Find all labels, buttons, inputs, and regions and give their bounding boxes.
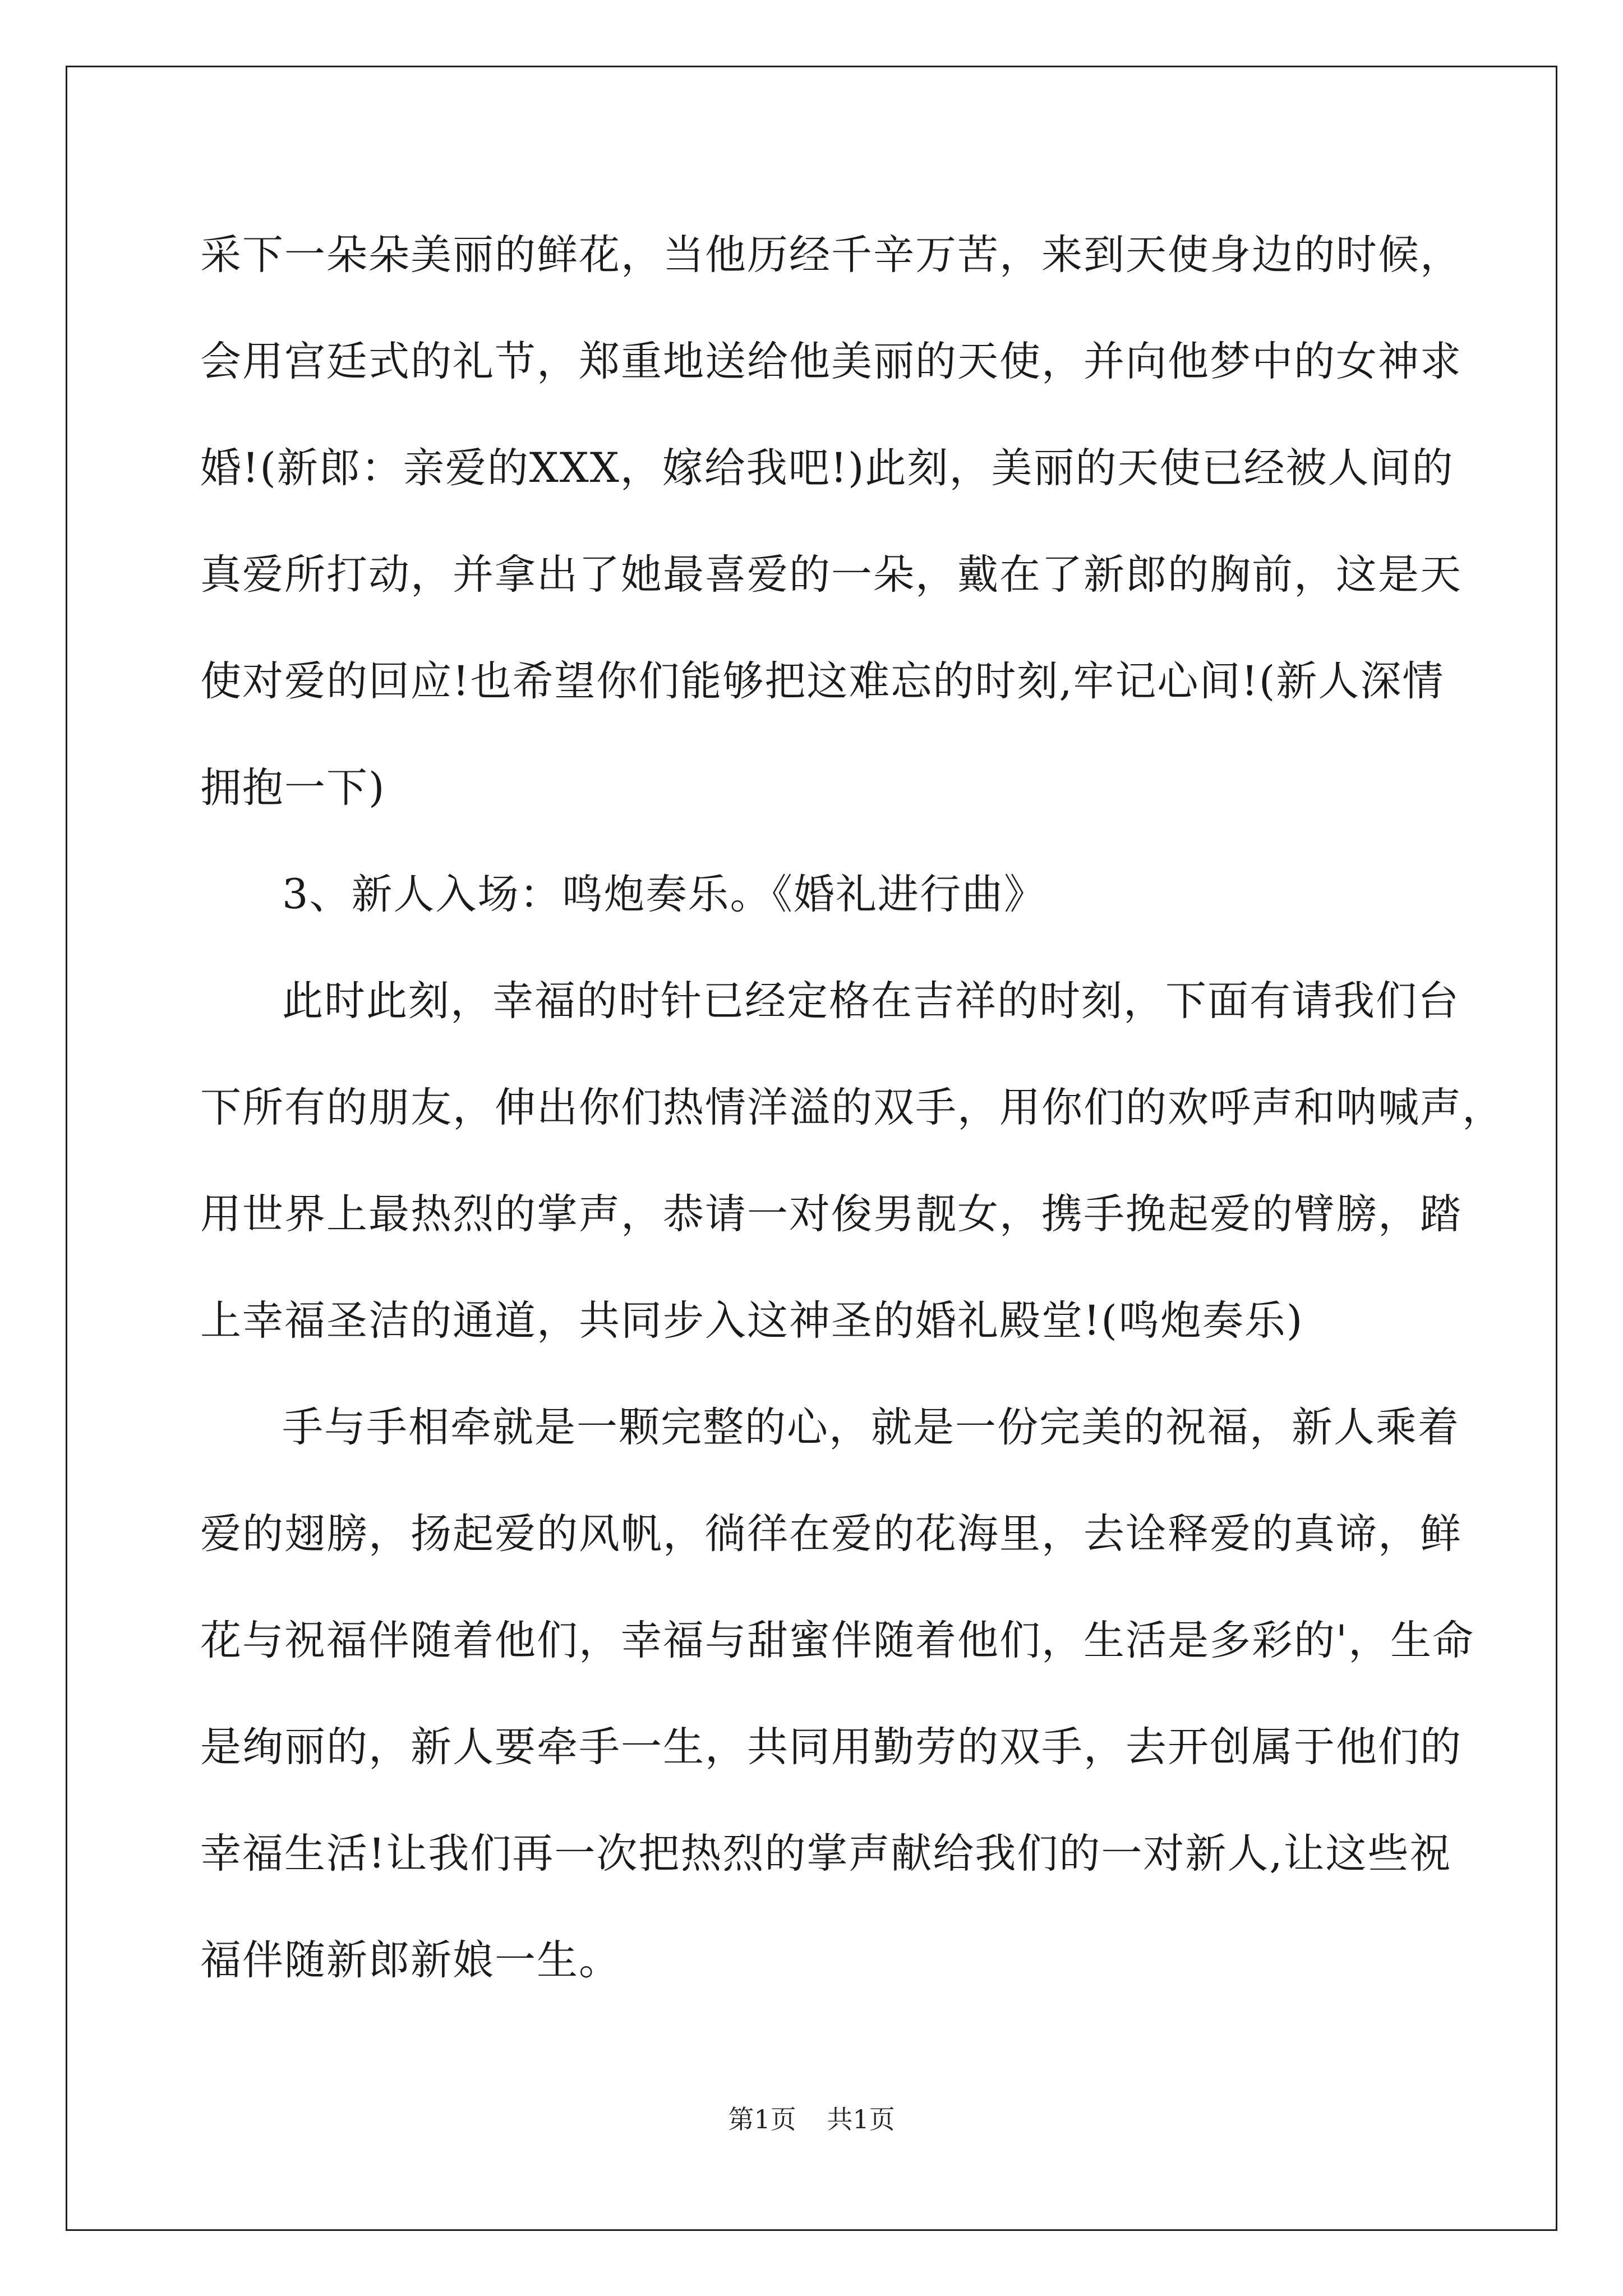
text-line: 花与祝福伴随着他们，幸福与甜蜜伴随着他们，生活是多彩的'，生命 <box>200 1617 1475 1664</box>
text-line: 婚!(新郎：亲爱的XXX，嫁给我吧!)此刻，美丽的天使已经被人间的 <box>200 444 1454 492</box>
page-total: 共1页 <box>827 2104 895 2134</box>
page-number: 第1页 <box>728 2104 796 2134</box>
text-line: 手与手相牵就是一颗完整的心，就是一份完美的祝福，新人乘着 <box>282 1404 1460 1451</box>
section-heading <box>200 841 1434 948</box>
text-line: 用世界上最热烈的掌声，恭请一对俊男靓女，携手挽起爱的臂膀，踏 <box>200 1190 1462 1238</box>
text-line: 上幸福圣洁的通道，共同步入这神圣的婚礼殿堂!(鸣炮奏乐) <box>200 1297 1304 1345</box>
text-line: 福伴随新郎新娘一生。 <box>200 1936 621 1984</box>
page-footer <box>0 2102 1623 2136</box>
text-line: 爱的翅膀，扬起爱的风帆，徜徉在爱的花海里，去诠释爱的真谛，鲜 <box>200 1510 1462 1558</box>
paragraph-4 <box>200 1374 1475 2014</box>
text-line: 真爱所打动，并拿出了她最喜爱的一朵，戴在了新郎的胸前，这是天 <box>200 551 1462 599</box>
text-line: 使对爱的回应!也希望你们能够把这难忘的时刻,牢记心间!(新人深情 <box>200 657 1445 705</box>
paragraph-3 <box>200 948 1504 1374</box>
text-line: 采下一朵朵美丽的鲜花，当他历经千辛万苦，来到天使身边的时候， <box>200 231 1462 279</box>
text-line: 会用宫廷式的礼节，郑重地送给他美丽的天使，并向他梦中的女神求 <box>200 338 1462 385</box>
text-line: 幸福生活!让我们再一次把热烈的掌声献给我们的一对新人,让这些祝 <box>200 1830 1452 1878</box>
paragraph-1 <box>200 202 1462 841</box>
document-body <box>200 202 1504 2014</box>
text-line: 3、新人入场：鸣炮奏乐。《婚礼进行曲》 <box>282 871 1046 918</box>
text-line: 拥抱一下) <box>200 764 386 812</box>
text-line: 下所有的朋友，伸出你们热情洋溢的双手，用你们的欢呼声和呐喊声， <box>200 1084 1504 1131</box>
text-line: 此时此刻，幸福的时针已经定格在吉祥的时刻，下面有请我们台 <box>282 977 1460 1025</box>
text-line: 是绚丽的，新人要牵手一生，共同用勤劳的双手，去开创属于他们的 <box>200 1723 1462 1771</box>
